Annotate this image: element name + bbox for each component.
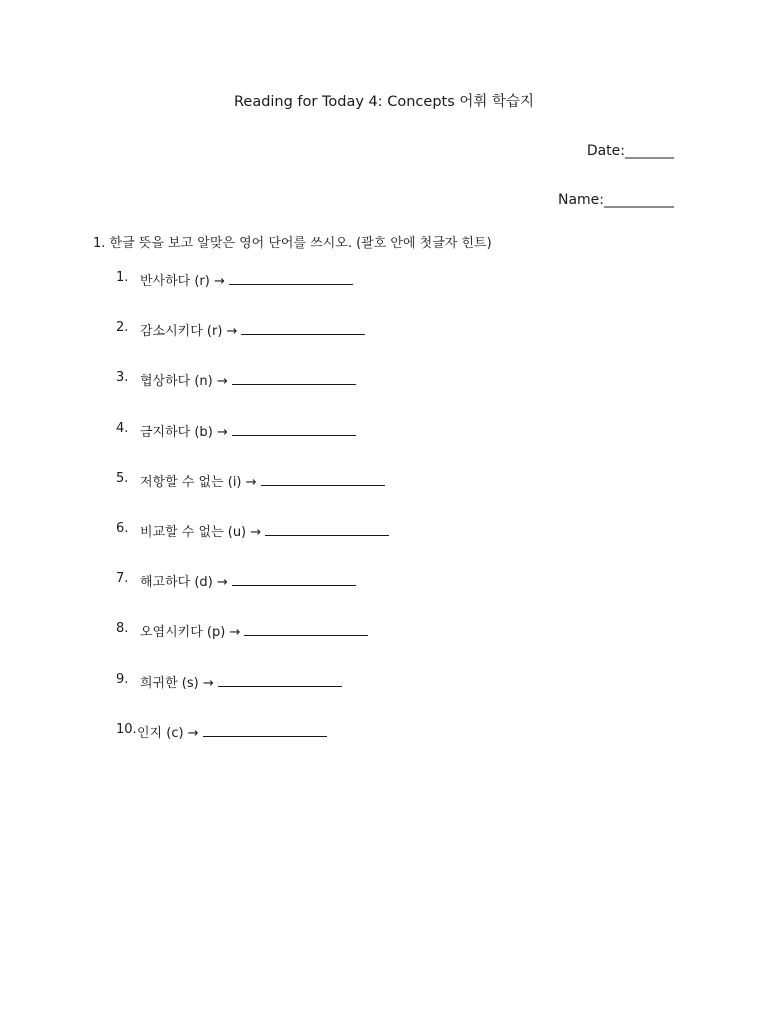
name-field: Name:__________	[557, 192, 674, 208]
question-prompt: 반사하다 (r) →	[140, 274, 225, 289]
answer-blank	[241, 320, 365, 335]
question-number: 7.	[116, 571, 129, 587]
question-prompt: 희귀한 (s) →	[140, 675, 214, 691]
question-prompt: 저항할 수 없는 (i) →	[140, 474, 257, 490]
question-item	[116, 571, 389, 621]
date-field: Date:_______	[586, 143, 674, 159]
question-number: 10.	[116, 721, 137, 737]
answer-blank	[229, 270, 353, 285]
question-prompt: 협상하다 (n) →	[140, 374, 228, 390]
question-prompt: 비교할 수 없는 (u) →	[140, 524, 262, 540]
question-list	[116, 270, 389, 772]
question-number: 2.	[116, 320, 129, 336]
question-prompt: 금지하다 (b) →	[140, 424, 228, 440]
question-number: 1.	[116, 270, 129, 285]
question-number: 6.	[116, 520, 129, 536]
answer-blank	[232, 370, 356, 385]
question-number: 9.	[116, 671, 129, 687]
answer-blank	[244, 621, 368, 636]
question-item	[116, 672, 389, 722]
question-number: 3.	[116, 370, 129, 386]
question-prompt: 오염시키다 (p) →	[140, 625, 241, 641]
question-item	[116, 621, 389, 671]
question-item	[116, 320, 389, 370]
question-item	[116, 521, 389, 571]
answer-blank	[218, 672, 342, 687]
question-item	[116, 270, 389, 320]
question-item	[116, 471, 389, 521]
question-item	[116, 421, 389, 471]
question-prompt: 감소시키다 (r) →	[140, 324, 238, 340]
answer-blank	[203, 722, 327, 737]
question-number: 4.	[116, 420, 129, 436]
answer-blank	[265, 521, 389, 536]
question-prompt: 인지 (c) →	[137, 725, 199, 741]
instruction-text: 1. 한글 뜻을 보고 알맞은 영어 단어를 쓰시오. (괄호 안에 첫글자 힌트)	[93, 236, 492, 251]
answer-blank	[261, 471, 385, 486]
question-number: 8.	[116, 621, 129, 637]
answer-blank	[232, 571, 356, 586]
question-item	[116, 722, 389, 772]
question-item	[116, 370, 389, 420]
answer-blank	[232, 421, 356, 436]
worksheet-title: Reading for Today 4: Concepts 어휘 학습지	[233, 94, 535, 110]
question-number: 5.	[116, 470, 129, 486]
question-prompt: 해고하다 (d) →	[140, 575, 228, 591]
